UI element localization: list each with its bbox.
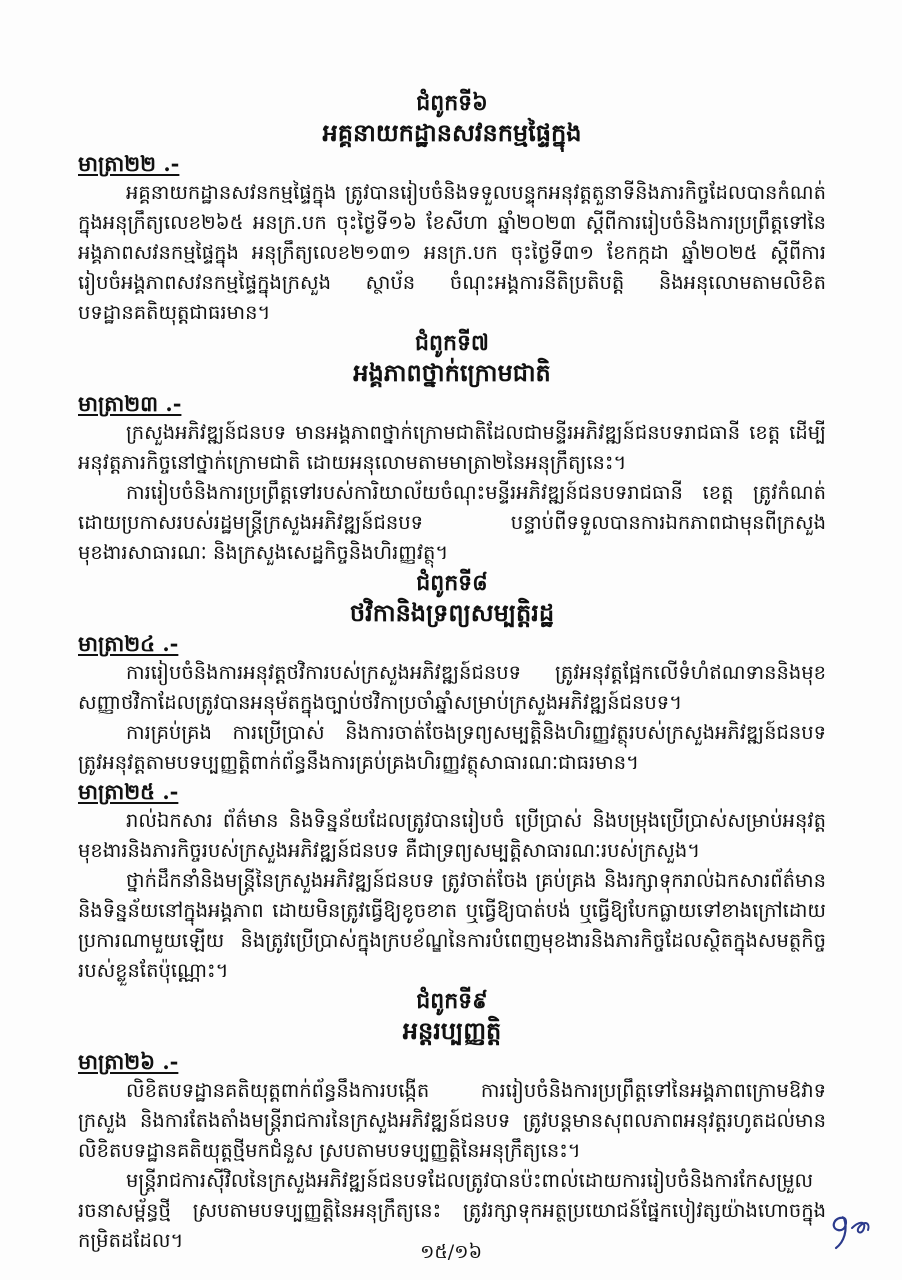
article-label: មាត្រា២៦ .- [78, 1049, 179, 1074]
chapter-title: ជំពូកទី៩ [416, 988, 488, 1014]
paragraph: រាល់ឯកសារ ព័ត៌មាន និងទិន្នន័យដែលត្រូវបានរៀបចំ ប្រើប្រាស់ និងបម្រុងប្រើប្រាស់សម្រាប់អនុវត្តមុខងារនិងភារកិច្ចរបស់ក្រសួងអភិវឌ្ឍន៍ជនបទ គឺជាទ្រព្យសម្បត្តិសាធារណៈរបស់ក្រសួង។ [78, 809, 826, 862]
paragraph: ការរៀបចំនិងការប្រព្រឹត្តទៅរបស់ការិយាល័យចំណុះមន្ទីរអភិវឌ្ឍន៍ជនបទរាជធានី ខេត្ត ត្រូវកំណត់ដោយប្រកាសរបស់រដ្ឋមន្ត្រីក្រសួងអភិវឌ្ឍន៍ជនបទ បន្ទាប់ពីទទួលបានការឯកភាពជាមុនពីក្រសួងមុខងារសាធារណៈ និងក្រសួងសេដ្ឋកិច្ចនិងហិរញ្ញវត្ថុ។ [78, 481, 826, 564]
chapter-6 [78, 88, 826, 328]
chapter-8 [78, 568, 826, 986]
paragraph: អគ្គនាយកដ្ឋានសវនកម្មផ្ទៃក្នុង ត្រូវបានរៀបចំនិងទទួលបន្ទុកអនុវត្តតួនាទីនិងភារកិច្ចដែលបានកំណត់ក្នុងអនុក្រឹត្យលេខ២៦៥ អនក្រ.បក ចុះថ្ងៃទី១៦ ខែសីហា ឆ្នាំ២០២៣ ស្តីពីការរៀបចំនិងការប្រព្រឹត្តទៅនៃអង្គភាពសវនកម្មផ្ទៃក្នុង អនុក្រឹត្យលេខ២១៣១ អនក្រ.បក ចុះថ្ងៃទី៣១ ខែកក្កដា ឆ្នាំ២០២៥ ស្តីពីការរៀបចំអង្គភាពសវនកម្មផ្ទៃក្នុងក្រសួង ស្ថាប័ន ចំណុះអង្គការនីតិប្រតិបត្តិ និងអនុលោមតាមលិខិតបទដ្ឋានគតិយុត្តជាធរមាន។ [78, 181, 826, 324]
article-label: មាត្រា២៣ .- [78, 391, 182, 416]
article-label: មាត្រា២៤ .- [78, 631, 179, 656]
chapter-name: អគ្គនាយកដ្ឋានសវនកម្មផ្ទៃក្នុង [322, 118, 582, 147]
chapter-name: អន្តរប្បញ្ញត្តិ [402, 1016, 502, 1045]
paragraph: លិខិតបទដ្ឋានគតិយុត្តពាក់ព័ន្ធនឹងការបង្កើត ការរៀបចំនិងការប្រព្រឹត្តទៅនៃអង្គភាពក្រោមឱវាទក្រសួង និងការតែងតាំងមន្ត្រីរាជការនៃក្រសួងអភិវឌ្ឍន៍ជនបទ ត្រូវបន្តមានសុពលភាពអនុវត្តរហូតដល់មានលិខិតបទដ្ឋានគតិយុត្តថ្មីមកជំនួស ស្របតាមបទប្បញ្ញត្តិនៃអនុក្រឹត្យនេះ។ [78, 1079, 826, 1162]
paragraph: មន្ត្រីរាជការស៊ីវិលនៃក្រសួងអភិវឌ្ឍន៍ជនបទដែលត្រូវបានប៉ះពាល់ដោយការរៀបចំនិងការកែសម្រួលរចនាសម្ព័ន្ធថ្មី ស្របតាមបទប្បញ្ញត្តិនៃអនុក្រឹត្យនេះ ត្រូវរក្សាទុកអត្ថប្រយោជន៍ផ្នែកបៀវត្សយ៉ាងហោចក្នុងកម្រិតដដែល។ [78, 1169, 826, 1252]
chapter-title: ជំពូកទី៨ [416, 570, 488, 596]
chapter-name: ថវិកានិងទ្រព្យសម្បត្តិរដ្ឋ [349, 598, 555, 627]
paragraph: ក្រសួងអភិវឌ្ឍន៍ជនបទ មានអង្គភាពថ្នាក់ក្រោមជាតិដែលជាមន្ទីរអភិវឌ្ឍន៍ជនបទរាជធានី ខេត្ត ដើម្បីអនុវត្តភារកិច្ចនៅថ្នាក់ក្រោមជាតិ ដោយអនុលោមតាមមាត្រា២នៃអនុក្រឹត្យនេះ។ [78, 421, 826, 474]
chapter-7 [78, 328, 826, 568]
paragraph: ការគ្រប់គ្រង ការប្រើប្រាស់ និងការចាត់ចែងទ្រព្យសម្បត្តិនិងហិរញ្ញវត្ថុរបស់ក្រសួងអភិវឌ្ឍន៍ជនបទ ត្រូវអនុវត្តតាមបទប្បញ្ញត្តិពាក់ព័ន្ធនឹងការគ្រប់គ្រងហិរញ្ញវត្ថុសាធារណៈជាធរមាន។ [78, 721, 826, 774]
page-number: ១៥/១៦ [419, 1241, 483, 1263]
article-label: មាត្រា២២ .- [78, 151, 180, 176]
chapter-title: ជំពូកទី៦ [416, 90, 488, 116]
article-label: មាត្រា២៥ .- [78, 779, 179, 804]
chapter-name: អង្គភាពថ្នាក់ក្រោមជាតិ [353, 358, 551, 387]
handwritten-initials [822, 1208, 882, 1254]
document-body [78, 88, 826, 1256]
chapter-title: ជំពូកទី៧ [415, 330, 489, 356]
paragraph: ថ្នាក់ដឹកនាំនិងមន្ត្រីនៃក្រសួងអភិវឌ្ឍន៍ជនបទ ត្រូវចាត់ចែង គ្រប់គ្រង និងរក្សាទុករាល់ឯកសារព័ត៌មាននិងទិន្នន័យនៅក្នុងអង្គភាព ដោយមិនត្រូវធ្វើឱ្យខូចខាត ឬធ្វើឱ្យបាត់បង់ ឬធ្វើឱ្យបែកធ្លាយទៅខាងក្រៅដោយប្រការណាមួយឡើយ និងត្រូវប្រើប្រាស់ក្នុងក្របខ័ណ្ឌនៃការបំពេញមុខងារនិងភារកិច្ចដែលស្ថិតក្នុងសមត្ថកិច្ចរបស់ខ្លួនតែប៉ុណ្ណោះ។ [78, 869, 826, 982]
paragraph: ការរៀបចំនិងការអនុវត្តថវិការបស់ក្រសួងអភិវឌ្ឍន៍ជនបទ ត្រូវអនុវត្តផ្អែកលើទំហំឥណទាននិងមុខសញ្ញាថវិកាដែលត្រូវបានអនុម័តក្នុងច្បាប់ថវិកាប្រចាំឆ្នាំសម្រាប់ក្រសួងអភិវឌ្ឍន៍ជនបទ។ [78, 661, 826, 714]
chapter-9 [78, 986, 826, 1256]
